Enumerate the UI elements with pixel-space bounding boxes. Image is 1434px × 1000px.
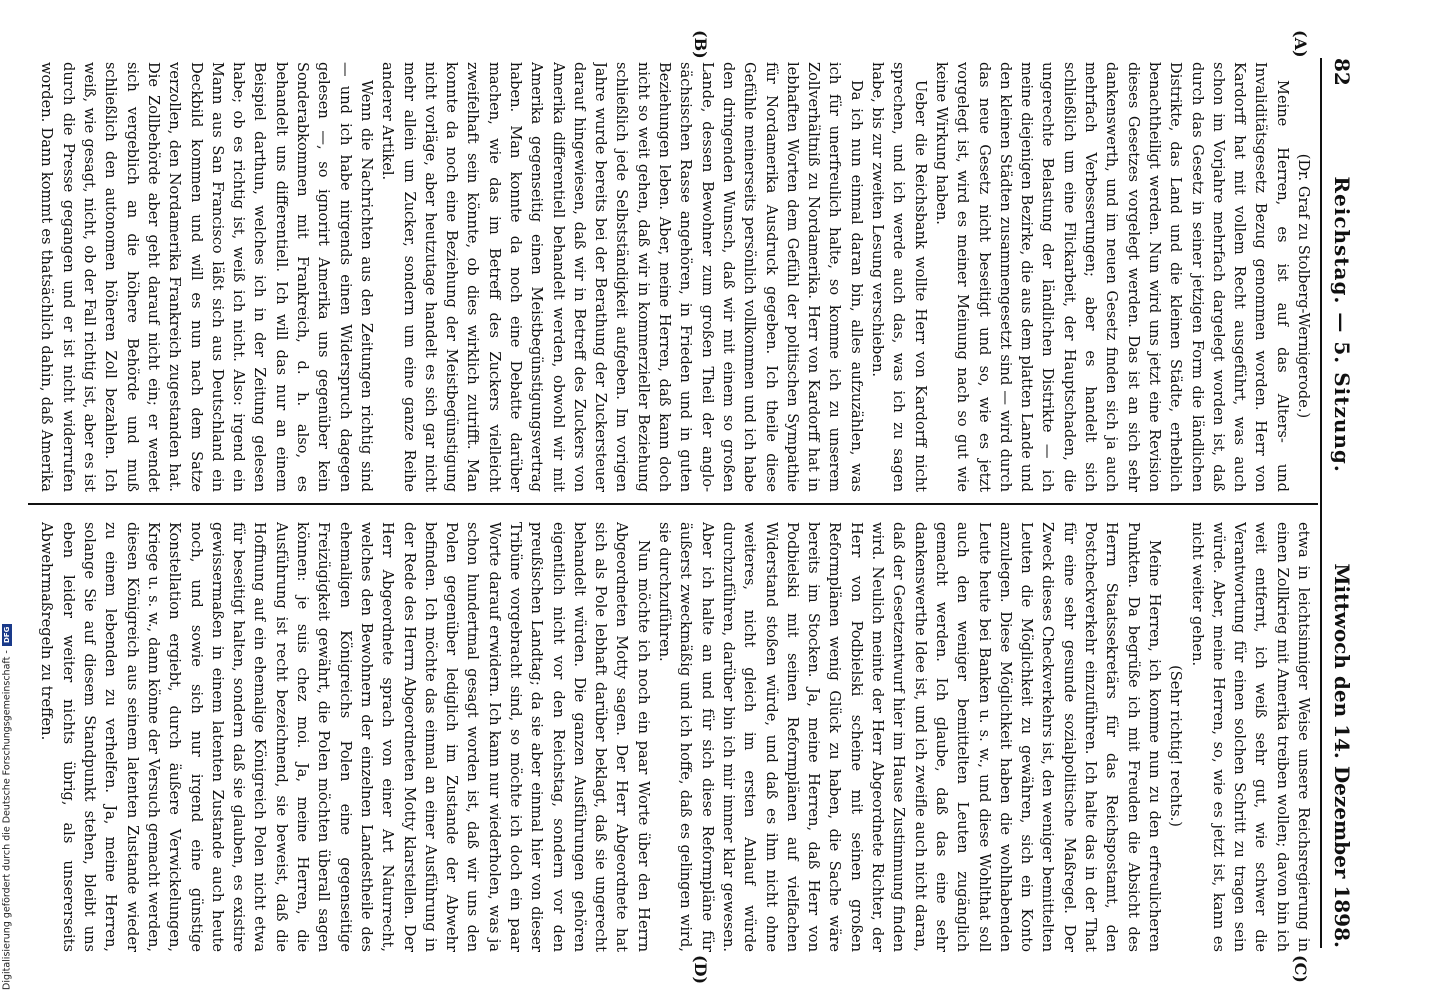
- dfg-logo: DFG: [2, 624, 12, 646]
- interjection: (Sehr richtig! rechts.): [1167, 665, 1185, 827]
- margin-mark-b: (B): [691, 30, 710, 59]
- paragraph: Ueber die Reichsbank wollte Herr von Kardorff nicht sprechen, und ich werde auch das, was ich zu sagen habe, bis zur zweiten Lesung verschieben.: [869, 62, 929, 492]
- running-title: Reichstag. — 5. Sitzung.: [1330, 176, 1354, 473]
- paragraph: Nun möchte ich noch ein paar Worte über den Herrn Abgeordneten Motty sagen. Der Herr Abgeordnete hat sich als Pole lebhaft darüber beklagt, daß sie ungerecht behandelt würden. Die ganzen Ausführungen gehören eigentlich nicht vor den Reichstag, sondern vor den preußischen Landtag; da sie aber einmal hier von dieser Tribüne vorgebracht sind, so möchte ich doch ein paar Worte darauf erwidern. Ich kann nur wiederholen, was ja schon hundertmal gesagt worden ist, daß wir uns den Polen gegenüber lediglich im Zustande der Abwehr befinden. Ich möchte das einmal an einer Ausführung in der Rede des Herrn Abgeordneten Motty klarstellen. Der Herr Abgeordnete sprach von einer Art Naturrecht, welches den Bewohnern der einzelnen Landestheile des ehemaligen Königreichs Polen eine gegenseitige Freizügigkeit gewährt, die Polen möchten überall sagen können: je suis chez moi. Ja, meine Herren, die Ausführung ist recht bezeichnend, sie beweist, daß die Hoffnung auf ein ehemalige Königreich Polen nicht etwa für beseitigt halten, sondern daß sie glauben, es existire gewissermaßen in einem latenten Zustande auch heute noch, und sowie sich nur irgend eine günstige Konstellation ergiebt, durch äußere Verwickelungen, Kriege u. s. w., dann könne der Versuch gemacht werden, diesen Königreich aus seinem latenten Zustande wieder zu einem lebenden zu verhelfen. Ja, meine Herren, solange Sie auf diesem Standpunkt stehen, bleibt uns eben leider weiter nichts übrig, als unsererseits Abwehrmaßregeln zu treffen.: [38, 522, 652, 952]
- paragraph: Meine Herren, es ist auf das Alters- und Invaliditätsgesetz Bezug genommen worden. Herr von Kardorff hat mit vollem Recht ausgeführt, was auch schon im Vorjahre mehrfach dargelegt worden ist, daß durch das Gesetz in seiner jetzigen Form die ländlichen Distrikte, das Land und die kleinen Städte, erheblich benachtheiligt werden. Nun wird uns jetzt eine Revision dieses Gesetzes vorgelegt werden. Das ist an sich sehr dankenswerth, und im neuen Gesetz finden sich ja auch mehrfach Verbesserungen; aber es handelt sich schließlich um eine Flickarbeit, der Hauptschaden, die ungerechte Belastung der ländlichen Distrikte — ich meine diejenigen Bezirke, die aus dem platten Lande und den kleinen Städten zusammengesetzt sind — wird durch das neue Gesetz nicht beseitigt und so, wie es jetzt vorgelegt ist, wird es meiner Meinung nach so gut wie keine Wirkung haben.: [932, 62, 1291, 492]
- right-column: [34, 522, 1314, 952]
- paragraph: etwa in leichtsinniger Weise unsere Reichsregierung in einen Zollkrieg mit Amerika treiben wollen; davon bin ich weit entfernt, ich weiß sehr gut, wie schwer die Verantwortung für einen solchen Schritt zu tragen sein würde. Aber, meine Herren, so, wie es jetzt ist, kann es nicht weiter gehen.: [1188, 522, 1312, 952]
- page-header: [1324, 58, 1360, 948]
- rotated-page: [10, 0, 1370, 1000]
- margin-mark-d: (D): [691, 955, 710, 985]
- header-rule: [1320, 58, 1322, 948]
- credit-text: Digitalisierung gefördert durch die Deutsche Forschungsgemeinschaft -: [1, 650, 13, 990]
- paragraph: Meine Herren, ich komme nun zu den erfreulicheren Punkten. Da begrüße ich mit Freuden die Absicht des Herrn Staatssekretärs für das Reichspostamt, den Postcheckverkehr einzuführen. Ich halte das in der That für eine sehr gesunde sozialpolitische Maßregel. Der Zweck dieses Checkverkehrs ist, den weniger bemittelten Leuten die Möglichkeit zu gewähren, sich ein Konto anzulegen. Diese Möglichkeit haben die wohlhabenden Leute heute bei Banken u. s. w., und diese Wohlthat soll auch den weniger bemittelten Leuten zugänglich gemacht werden. Ich glaube, daß das eine sehr dankenswerthe Idee ist, und ich zweifle auch nicht daran, daß der Gesetzentwurf hier im Hause Zustimmung finden wird. Neulich meinte der Herr Abgeordnete Richter, der Herr von Podbielski scheine mit seinen großen Reformplänen wenig Glück zu haben, die Sache wäre bereits im Stocken. Ja, meine Herren, daß Herr von Podbielski mit seinen Reformplänen auf vielfachen Widerstand stoßen würde, und daß es ihm nicht ohne weiteres, nicht gleich im ersten Anlauf würde durchzuführen, darüber bin ich mir immer klar gewesen. Aber ich halte an und für sich diese Reformpläne für äußerst zweckmäßig und ich hoffe, daß es gelingen wird, sie durchzuführen.: [656, 522, 1163, 952]
- session-date: Mittwoch den 14. Dezember 1898.: [1330, 563, 1354, 948]
- paragraph: [34, 522, 36, 952]
- left-column: [34, 62, 1314, 492]
- paragraph: Da ich nun einmal daran bin, alles aufzuzählen, was ich für unerfreulich halte, so komme ich zu unserem Zollverhältniß zu Nordamerika. Herr von Kardorff hat in lebhaften Worten dem Gefühl der politischen Sympathie für Nordamerika Ausdruck gegeben. Ich theile diese Gefühle meinerseits persönlich vollkommen und ich habe den dringenden Wunsch, daß wir mit einem so großen Lande, dessen Bewohner zum großen Theil der anglo-sächsischen Rasse angehören, in Frieden und in guten Beziehungen leben. Aber, meine Herren, daß kann doch nicht so weit gehen, daß wir in kommerzieller Beziehung schließlich jede Selbstständigkeit aufgeben. Im vorigen Jahre wurde bereits bei der Berathung der Zuckersteuer darauf hingewiesen, daß wir in Betreff des Zuckers von Amerika differentiell behandelt werden, obwohl wir mit Amerika gegenseitig einen Meistbegünstigungsvertrag haben. Man konnte da noch eine Debatte darüber machen, wie das im Betreff des Zuckers vielleicht zweifelhaft sein könnte, ob dies wirklich zutrifft. Man konnte da noch eine Beziehung der Meistbegünstigung nicht vorläge, aber heutzutage handelt es sich gar nicht mehr allein um Zucker, sondern um eine ganze Reihe anderer Artikel.: [379, 62, 865, 492]
- paragraph: Wenn die Nachrichten aus den Zeitungen richtig sind — und ich habe nirgends einen Widerspruch dagegen gelesen —, so ignorirt Amerika uns gegenüber kein Sonderabkommen mit Frankreich, d. h. also, es behandelt uns differentiell. Ich will das nur an einem Beispiel darthun, welches ich in der Zeitung gelesen habe; ob es richtig ist, weiß ich nicht. Also: irgend ein Mann aus San Francisco läßt sich aus Deutschland ein Deckbild kommen und will es nun nach dem Satze verzollen, den Nordamerika Frankreich zugestanden hat. Die Zollbehörde aber geht darauf nicht ein; er wendet sich vergeblich an die höhere Behörde und muß schließlich den autonomen höheren Zoll bezahlen. Ich weiß, wie gesagt, nicht, ob der Fall richtig ist, aber es ist durch die Presse gegangen und er ist nicht widerrufen worden. Dann kommt es thatsächlich dahin, daß Amerika: [38, 62, 375, 492]
- margin-mark-c: (C): [1291, 955, 1310, 983]
- column-divider: [28, 503, 1318, 505]
- margin-mark-a: (A): [1291, 30, 1310, 58]
- digitization-credit: [0, 600, 14, 990]
- page-number: 82: [1330, 58, 1354, 86]
- speaker-label: (Dr. Graf zu Stolberg-Wernigerode.): [1295, 153, 1312, 419]
